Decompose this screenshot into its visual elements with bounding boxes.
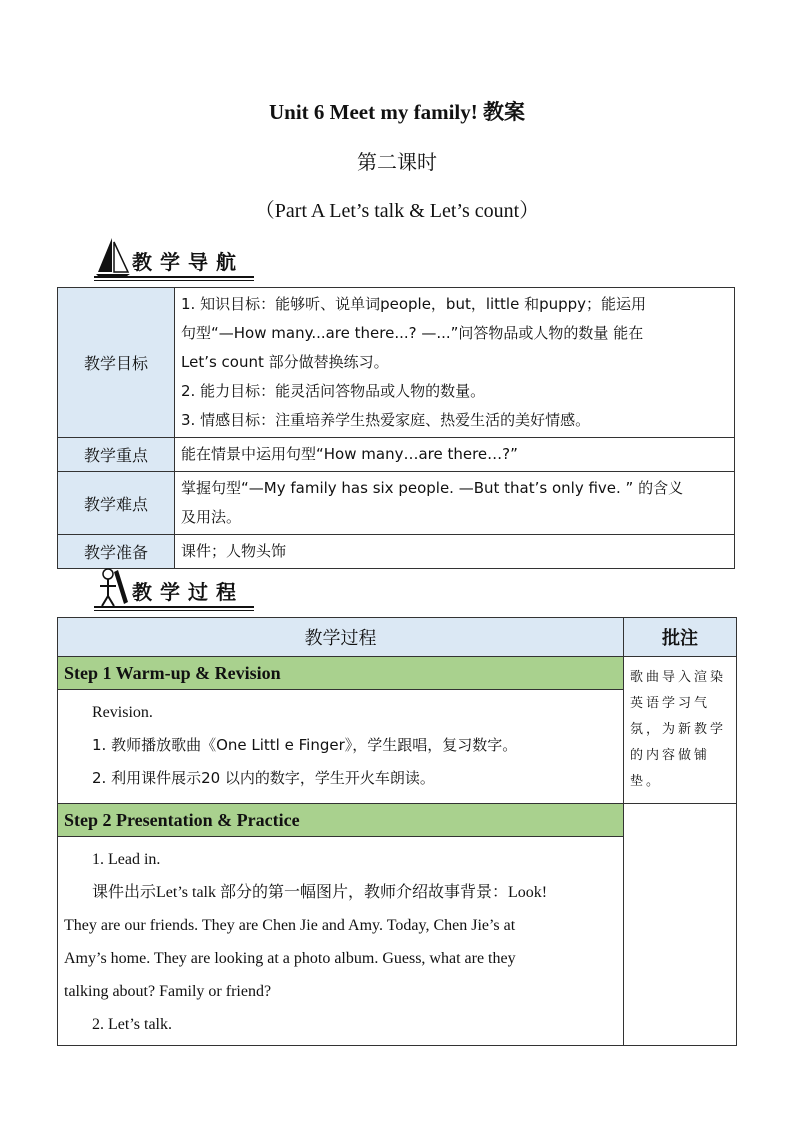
guide-banner [94, 236, 264, 282]
guide-banner-label: 教学导航 [132, 250, 244, 274]
note-header: 批注 [624, 618, 737, 657]
table-row [58, 618, 737, 657]
step1-note: 歌曲导入渲染英语学习气氛，为新教学的内容做铺垫。 [624, 657, 737, 804]
difficulty-body [175, 472, 735, 535]
table-row [58, 288, 735, 438]
step2-content [58, 837, 624, 1046]
banner-rule-thin [94, 280, 254, 281]
goals-table [57, 287, 735, 569]
table-row [58, 535, 735, 569]
step2-line: 2. Let’s talk. [92, 1016, 172, 1033]
pencil-figure-icon [94, 566, 134, 610]
banner-rule [94, 606, 254, 608]
process-banner-label: 教学过程 [132, 580, 244, 604]
difficulty-line: 掌握句型“—My family has six people. —But that’s only five. ” 的含义 [181, 479, 684, 497]
goals-body [175, 288, 735, 438]
goals-head: 教学目标 [58, 288, 175, 438]
step2-line: 课件出示Let’s talk 部分的第一幅图片，教师介绍故事背景：Look! [92, 884, 548, 901]
goals-line: 1. 知识目标：能够听、说单词people，but，little 和puppy；能运用 [181, 295, 647, 313]
process-banner [94, 566, 264, 612]
step1-title: Step 1 Warm-up & Revision [58, 657, 624, 690]
prep-line: 课件；人物头饰 [181, 542, 287, 560]
page-subtitle: 第二课时 [357, 152, 437, 174]
process-table [57, 617, 737, 1046]
step2-line: They are our friends. They are Chen Jie and Amy. Today, Chen Jie’s at [64, 917, 516, 934]
difficulty-head: 教学难点 [58, 472, 175, 535]
key-point-line: 能在情景中运用句型“How many…are there…?” [181, 445, 518, 463]
table-row [58, 472, 735, 535]
goals-line: Let’s count 部分做替换练习。 [181, 353, 389, 371]
step2-line: 1. Lead in. [92, 851, 161, 868]
process-header: 教学过程 [58, 618, 624, 657]
key-point-body [175, 438, 735, 472]
step2-title: Step 2 Presentation & Practice [58, 804, 624, 837]
prep-body [175, 535, 735, 569]
step1-line: 1. 教师播放歌曲《One Littl e Finger》，学生跟唱，复习数字。 [92, 736, 518, 754]
step1-line: Revision. [92, 704, 153, 721]
banner-rule-thin [94, 610, 254, 611]
prep-head: 教学准备 [58, 535, 175, 569]
key-point-head: 教学重点 [58, 438, 175, 472]
step2-line: Amy’s home. They are looking at a photo album. Guess, what are they [64, 950, 516, 967]
goals-line: 2. 能力目标：能灵活问答物品或人物的数量。 [181, 382, 486, 400]
step2-note [624, 804, 737, 1046]
goals-line: 3. 情感目标：注重培养学生热爱家庭、热爱生活的美好情感。 [181, 411, 591, 429]
table-row [58, 804, 737, 837]
part-heading: （Part A Let’s talk & Let’s count） [254, 200, 540, 222]
page-title: Unit 6 Meet my family! 教案 [268, 100, 526, 124]
sailboat-icon [94, 236, 134, 280]
banner-rule [94, 276, 254, 278]
step1-content [58, 690, 624, 804]
table-row [58, 657, 737, 690]
step1-line: 2. 利用课件展示20 以内的数字，学生开火车朗读。 [92, 769, 435, 787]
difficulty-line: 及用法。 [181, 508, 242, 526]
step2-line: talking about? Family or friend? [64, 983, 272, 1000]
table-row [58, 438, 735, 472]
goals-line: 句型“—How many...are there...? —...”问答物品或人物的数量 能在 [181, 324, 644, 342]
